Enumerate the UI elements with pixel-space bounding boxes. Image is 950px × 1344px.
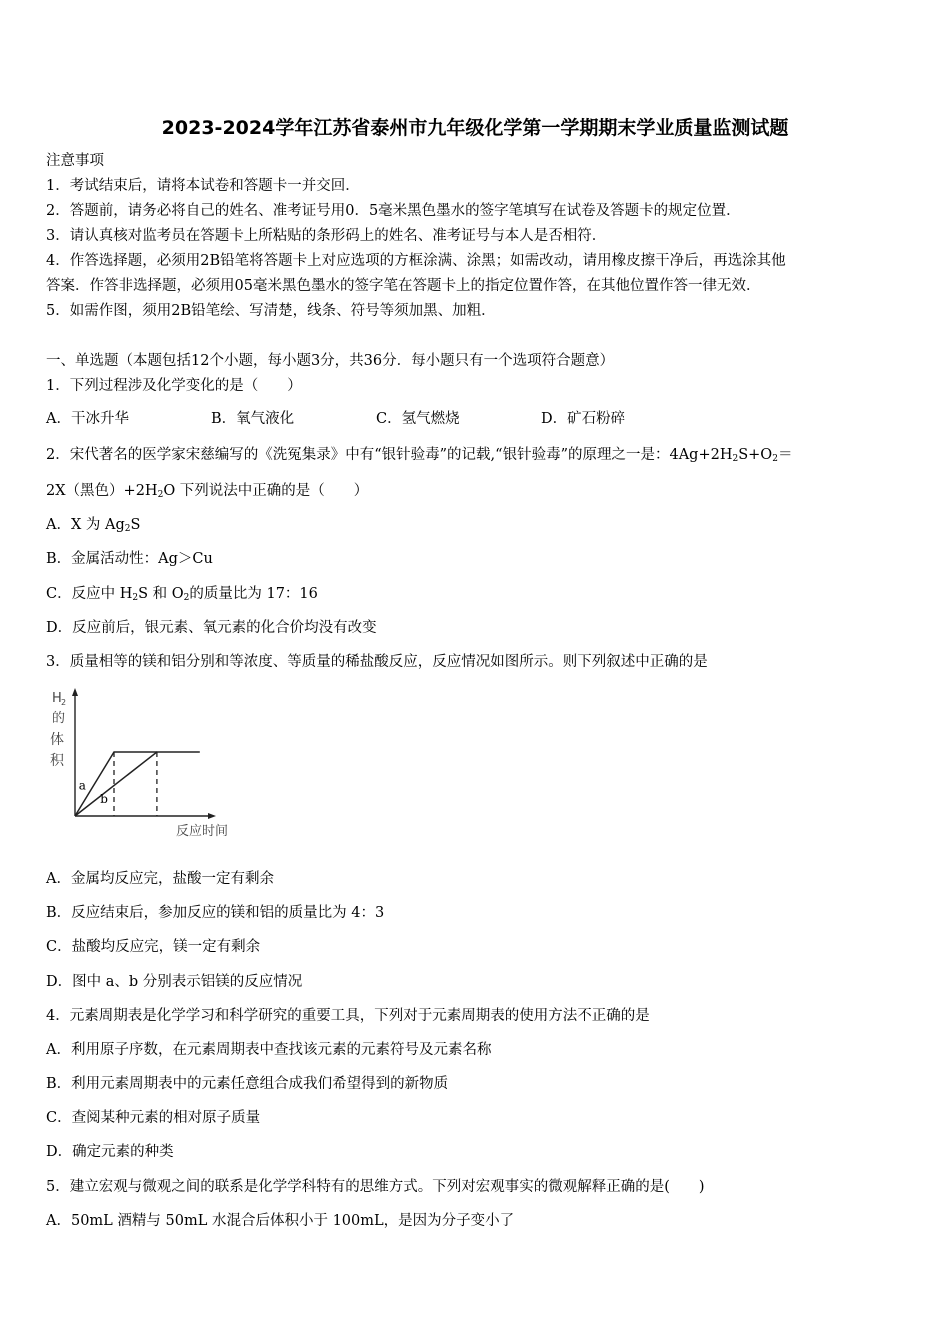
y-axis-arrow [72,688,78,696]
q3-option-c[interactable]: C．盐酸均反应完，镁一定有剩余 [46,939,261,955]
q1-option-c[interactable]: C．氢气燃烧 [376,411,460,427]
q1-option-b[interactable]: B．氧气液化 [211,411,295,427]
q1-stem: 1．下列过程涉及化学变化的是（ ） [46,378,302,394]
y-axis-label-2: 体 [50,732,64,748]
q4-option-b[interactable]: B．利用元素周期表中的元素任意组合成我们希望得到的新物质 [46,1076,449,1092]
notice-item-4-cont: 答案．作答非选择题，必须用05毫米黑色墨水的签字笔在答题卡上的指定位置作答，在其他位置作答一律无效． [46,278,761,294]
q3-option-d[interactable]: D．图中 a、b 分别表示铝镁的反应情况 [46,974,303,990]
q4-option-d[interactable]: D．确定元素的种类 [46,1144,174,1160]
q5-stem: 5．建立宏观与微观之间的联系是化学学科特有的思维方式。下列对宏观事实的微观解释正确的是( ) [46,1179,705,1195]
y-axis-label-1: 的 [52,711,66,726]
q3-option-b[interactable]: B．反应结束后，参加反应的镁和铝的质量比为 4：3 [46,905,385,921]
q3-option-a[interactable]: A．金属均反应完，盐酸一定有剩余 [46,871,274,887]
notice-item-3: 3．请认真核对监考员在答题卡上所粘贴的条形码上的姓名、准考证号与本人是否相符． [46,228,607,244]
notice-item-1: 1．考试结束后，请将本试卷和答题卡一并交回． [46,178,360,194]
q2-option-d[interactable]: D．反应前后，银元素、氧元素的化合价均没有改变 [46,620,377,636]
q2-option-a[interactable]: A．X 为 $Ag_2S$ [46,517,141,534]
y-axis-label-h: H [52,691,62,706]
q2-option-b[interactable]: B．金属活动性：Ag＞Cu [46,551,213,567]
y-axis-label-sub: 2 [61,698,67,707]
q2-stem-cont: 2X（黑色）$+2H_2O$ 下列说法中正确的是（ ） [46,483,369,500]
q4-option-c[interactable]: C．查阅某种元素的相对原子质量 [46,1110,261,1126]
notice-item-5: 5．如需作图，须用2B铅笔绘、写清楚，线条、符号等须加黑、加粗． [46,303,496,319]
q1-options [46,410,625,428]
q4-stem: 4．元素周期表是化学学习和科学研究的重要工具，下列对于元素周期表的使用方法不正确的是 [46,1008,650,1024]
notice-heading: 注意事项 [46,153,104,169]
q3-stem: 3．质量相等的镁和铝分别和等浓度、等质量的稀盐酸反应，反应情况如图所示。则下列叙述中正确的是 [46,654,708,670]
q2-option-c[interactable]: C．反应中 $H_2S$ 和 $O_2$的质量比为 17：16 [46,586,318,603]
y-axis-label-3: 积 [50,753,64,769]
q3-chart [44,688,254,843]
section-heading: 一、单选题（本题包括12个小题，每小题3分，共36分．每小题只有一个选项符合题意） [46,353,615,369]
q1-option-d[interactable]: D．矿石粉碎 [541,411,626,427]
q2-stem: 2．宋代著名的医学家宋慈编写的《洗冤集录》中有“银针验毒”的记载,“银针验毒”的原理之一是：$4Ag+2H_2S+O_2=$ [46,447,793,464]
notice-item-4: 4．作答选择题，必须用2B铅笔将答题卡上对应选项的方框涂满、涂黑；如需改动，请用橡皮擦干净后，再选涂其他 [46,253,786,269]
x-axis-arrow [208,813,216,819]
x-axis-label: 反应时间 [176,824,229,839]
series-label-a: a [78,778,86,793]
page-title: 2023-2024学年江苏省泰州市九年级化学第一学期期末学业质量监测试题 [161,117,789,139]
q5-option-a[interactable]: A．50mL 酒精与 50mL 水混合后体积小于 100mL，是因为分子变小了 [46,1213,515,1229]
q4-option-a[interactable]: A．利用原子序数，在元素周期表中查找该元素的元素符号及元素名称 [46,1042,492,1058]
q1-option-a[interactable]: A．干冰升华 [46,411,129,427]
series-label-b: b [100,791,108,806]
notice-item-2: 2．答题前，请务必将自己的姓名、准考证号用0．5毫米黑色墨水的签字笔填写在试卷及答题卡的规定位置． [46,203,741,219]
